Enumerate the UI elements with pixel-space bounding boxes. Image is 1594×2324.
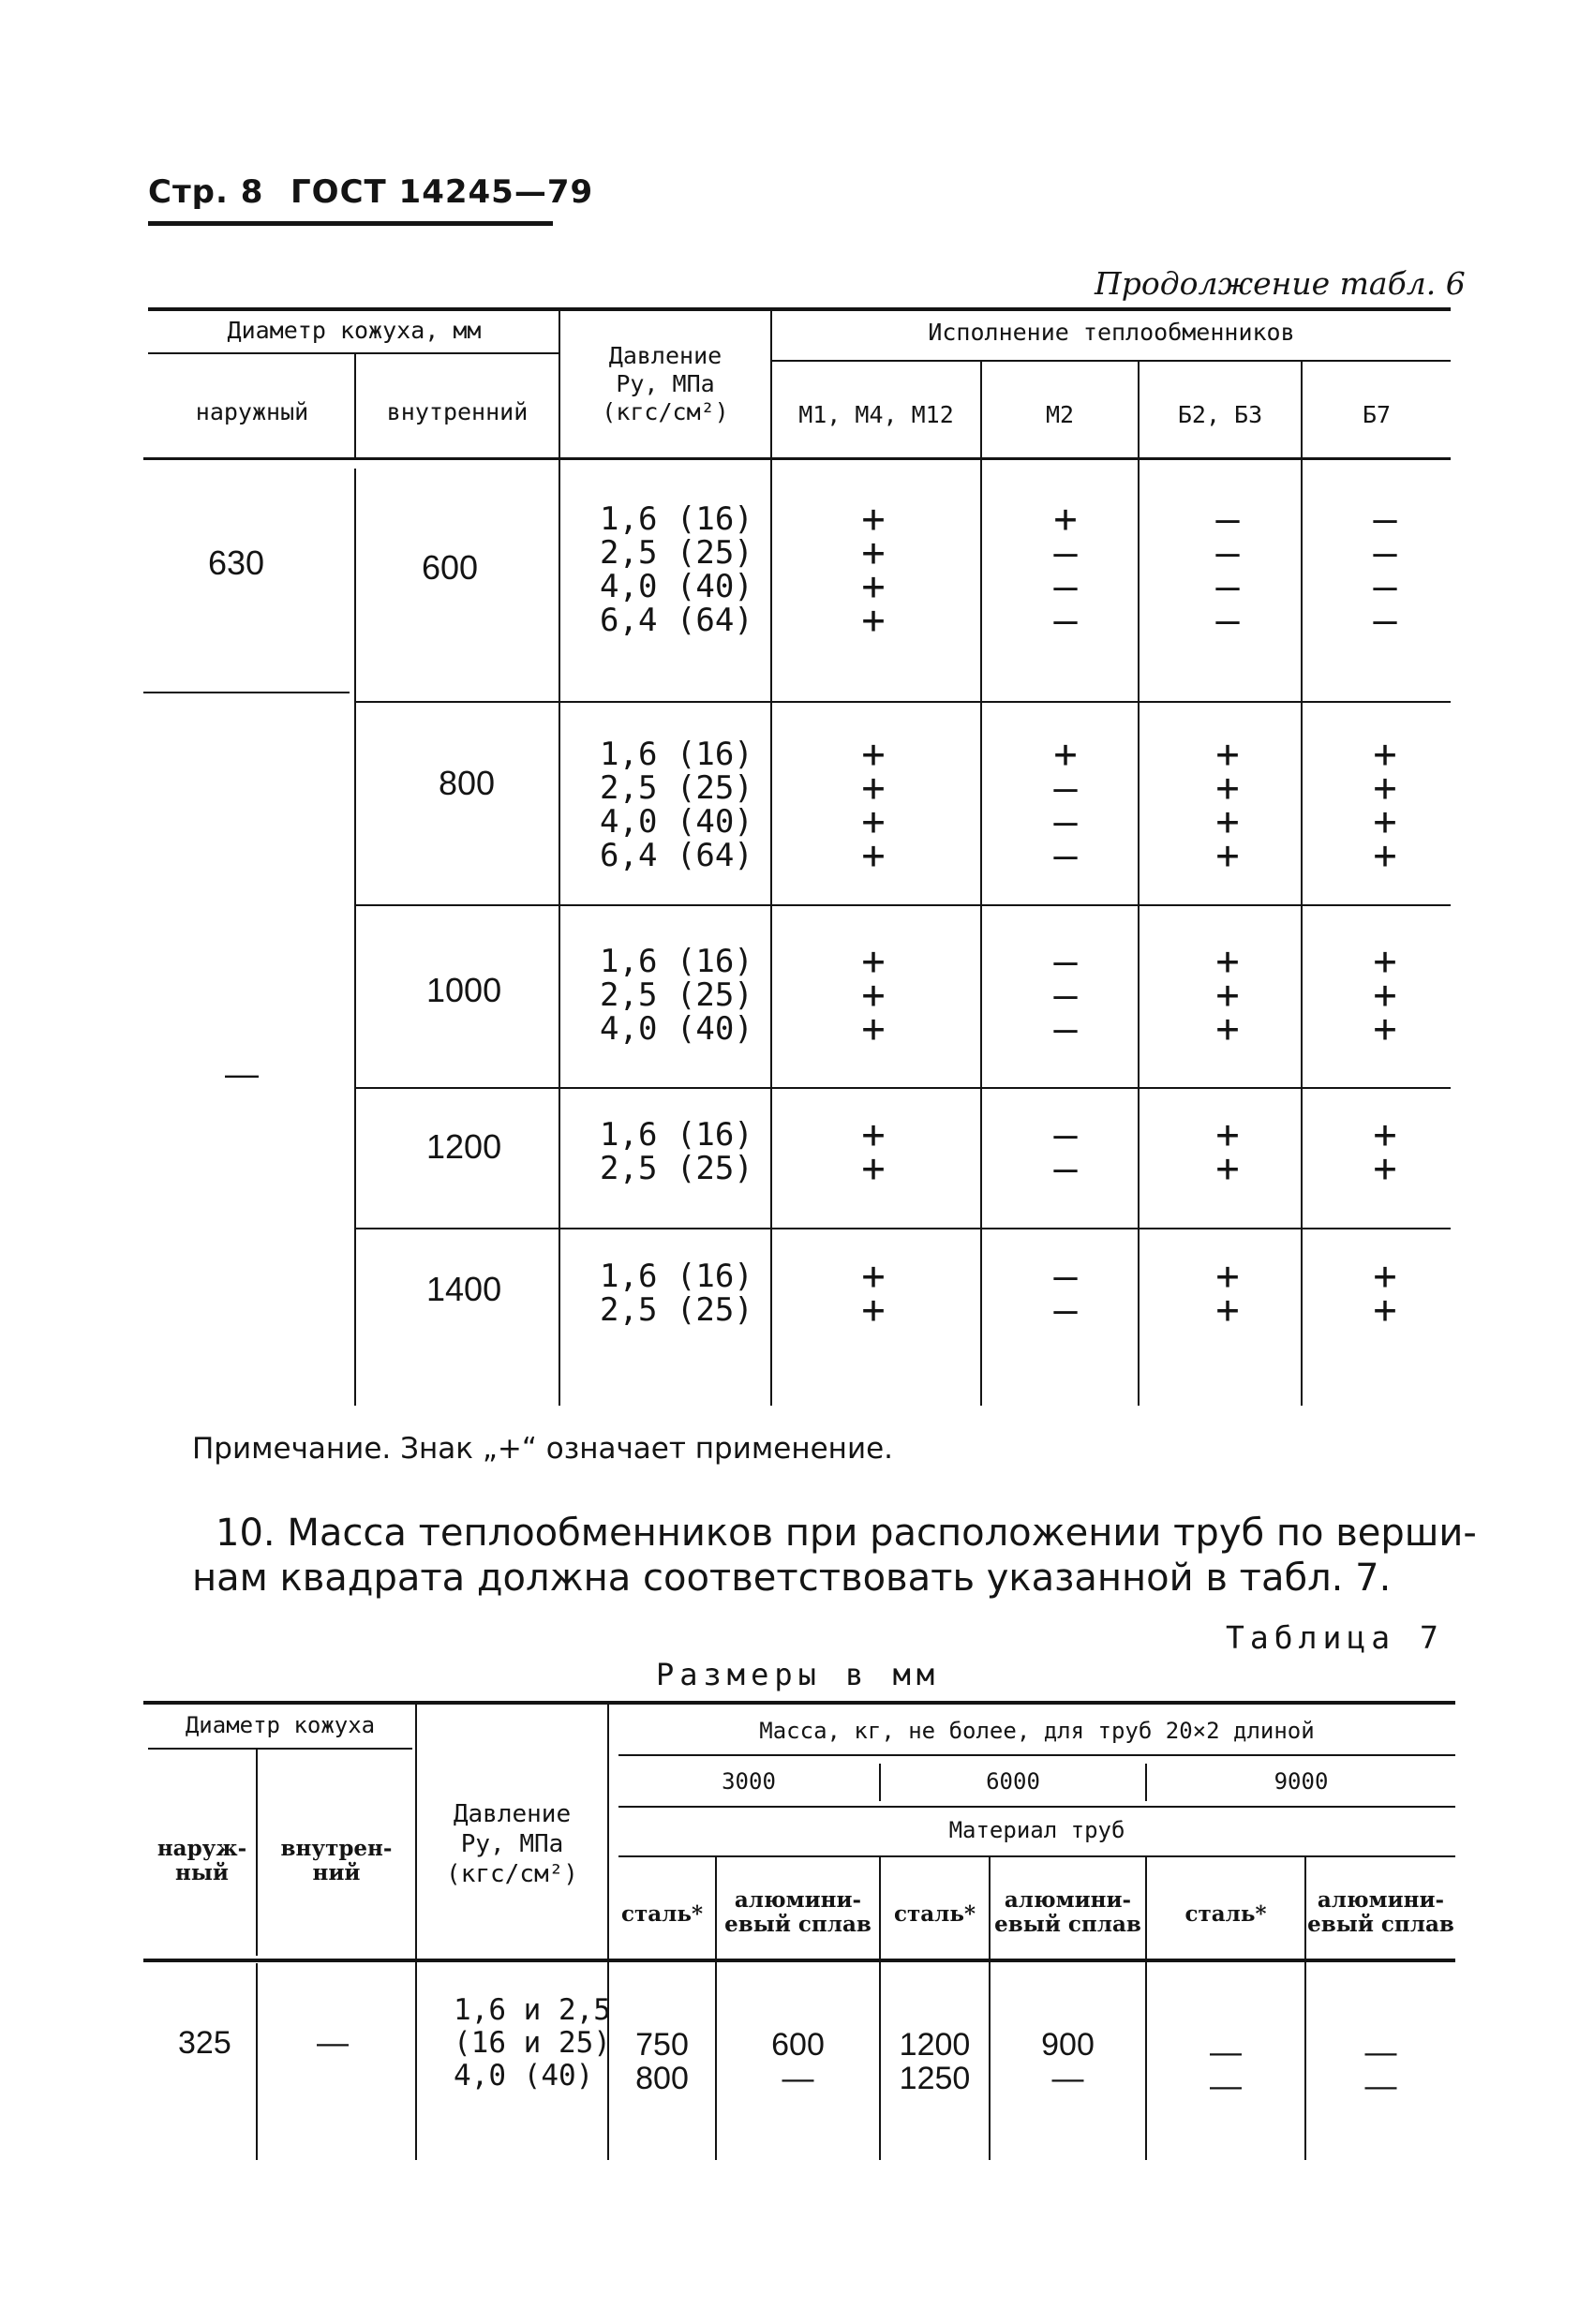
table7-head-inner — [258, 1837, 415, 1885]
cell-mark-b2: + + — [1215, 1253, 1240, 1333]
cell-alu-9000: — — — [1364, 2034, 1397, 2104]
table6-head-col-m1: M1, M4, M12 — [798, 401, 954, 428]
cell-outer-diameter: 630 — [208, 544, 265, 582]
cell-mark-b2: + + + — [1215, 938, 1240, 1051]
pressure-unit-alt: (кгс/см²) — [446, 1860, 578, 1888]
table6-rule — [772, 360, 1451, 362]
table6-head-inner: внутренний — [386, 398, 529, 425]
cell-outer-diameter-dash: — — [225, 1054, 259, 1093]
cell-steel-3000: 750 800 — [635, 2027, 689, 2096]
cell-mark-m1: + + — [861, 1253, 886, 1333]
cell-mark-m2: + — — — — [1053, 496, 1078, 643]
table6-rule — [356, 701, 1451, 703]
alu-label-line2: евый сплав — [994, 1912, 1141, 1937]
table6-rule — [148, 352, 559, 354]
cell-mark-b7: + + — [1373, 1111, 1397, 1191]
table6-vrule — [354, 469, 356, 1406]
table7-head-mass: Масса, кг, не более, для труб 20×2 длиной — [759, 1718, 1315, 1744]
table6-head-col-b2: Б2, Б3 — [1177, 401, 1263, 428]
pressure-unit: Pу, МПа — [460, 1830, 564, 1858]
pressure-label: Давление — [453, 1800, 572, 1828]
alu-label-line2: евый сплав — [1307, 1912, 1454, 1937]
alu-label-line1: алюмини- — [734, 1887, 862, 1913]
table7-head-alu-6000 — [991, 1888, 1145, 1937]
table7-rule — [618, 1806, 1455, 1808]
cell-mark-b2: + + + + — [1215, 731, 1240, 878]
table6-vrule — [770, 309, 772, 1406]
cell-inner-diameter: 1200 — [426, 1127, 502, 1166]
table7-head-material: Материал труб — [948, 1817, 1125, 1843]
table7-head-outer — [148, 1837, 256, 1885]
table7-caption: Таблица 7 — [1226, 1619, 1444, 1656]
pressure-unit-alt: (кгс/см²) — [602, 398, 729, 425]
alu-label-line1: алюмини- — [1004, 1887, 1132, 1913]
table6-head-execution: Исполнение теплообменников — [928, 319, 1295, 346]
cell-mark-m1: + + — [861, 1111, 886, 1191]
table7-head-pressure — [417, 1799, 607, 1889]
paragraph-10-line2: нам квадрата должна соответствовать указанной в табл. 7. — [192, 1557, 1392, 1600]
cell-mark-m1: + + + + — [861, 496, 886, 643]
table6-head-col-b7: Б7 — [1362, 401, 1392, 428]
table6-rule — [143, 692, 350, 693]
table7-top-rule — [143, 1701, 1455, 1705]
cell-mark-b7: + + + + — [1373, 731, 1397, 878]
table6-vrule — [559, 309, 560, 1406]
inner-label-line1: внутрен- — [280, 1836, 393, 1861]
table7-head-alu-9000 — [1306, 1888, 1455, 1937]
cell-mark-b7: + + + — [1373, 938, 1397, 1051]
cell-inner-diameter: 1000 — [426, 971, 502, 1009]
table7-head-length-6000: 6000 — [986, 1768, 1040, 1795]
table7-vrule — [256, 1963, 258, 2160]
table6-rule — [356, 1228, 1451, 1229]
cell-pressure: 1,6 (16) 2,5 (25) 4,0 (40) — [600, 943, 753, 1048]
cell-pressure: 1,6 (16) 2,5 (25) — [600, 1258, 753, 1329]
cell-inner-diameter: — — [317, 2025, 349, 2061]
outer-label-line2: ный — [175, 1860, 229, 1885]
table7-head-length-9000: 9000 — [1274, 1768, 1329, 1795]
cell-inner-diameter: 1400 — [426, 1270, 502, 1308]
alu-label-line1: алюмини- — [1317, 1887, 1445, 1913]
table7-head-steel-6000: сталь* — [893, 1901, 976, 1927]
table7-head-steel-9000: сталь* — [1184, 1901, 1267, 1927]
cell-mark-m2: — — — [1053, 1253, 1078, 1333]
table7-head-length-3000: 3000 — [722, 1768, 776, 1795]
table7-rule — [148, 1748, 412, 1750]
table6-head-pressure — [560, 342, 770, 426]
cell-mark-m1: + + + — [861, 938, 886, 1051]
cell-pressure: 1,6 и 2,5 (16 и 25) 4,0 (40) — [454, 1993, 611, 2093]
cell-mark-b7: + + — [1373, 1253, 1397, 1333]
table6-vrule — [1301, 360, 1303, 1406]
standard-number: ГОСТ 14245—79 — [290, 173, 594, 211]
cell-mark-b2: + + — [1215, 1111, 1240, 1191]
cell-mark-m2: + — — — — [1053, 731, 1078, 878]
page-number: Стр. 8 — [148, 173, 264, 211]
cell-alu-6000: 900 — — [1041, 2027, 1095, 2096]
table7-head-steel-3000: сталь* — [620, 1901, 703, 1927]
table6-head-bottom-rule — [143, 457, 1451, 460]
cell-mark-b2: — — — — — [1215, 496, 1240, 643]
cell-inner-diameter: 800 — [439, 764, 496, 802]
cell-mark-m1: + + + + — [861, 731, 886, 878]
outer-label-line1: наруж- — [156, 1836, 247, 1861]
cell-mark-m2: — — — [1053, 1111, 1078, 1191]
cell-pressure: 1,6 (16) 2,5 (25) 4,0 (40) 6,4 (64) — [600, 500, 753, 639]
cell-alu-3000: 600 — — [771, 2027, 825, 2096]
cell-inner-diameter: 600 — [422, 548, 479, 587]
table7-head-diameter: Диаметр кожуха — [185, 1712, 376, 1738]
cell-mark-m2: — — — — [1053, 938, 1078, 1051]
table6-rule — [356, 904, 1451, 906]
header-underline — [148, 221, 553, 226]
pressure-unit: Pу, МПа — [616, 370, 715, 397]
table7-head-alu-3000 — [717, 1888, 879, 1937]
pressure-label: Давление — [608, 342, 723, 369]
cell-pressure: 1,6 (16) 2,5 (25) — [600, 1116, 753, 1187]
table6-caption: Продолжение табл. 6 — [1095, 265, 1466, 302]
table7-vrule — [415, 1703, 417, 2160]
table6-head-outer: наружный — [195, 398, 309, 425]
alu-label-line2: евый сплав — [724, 1912, 871, 1937]
inner-label-line2: ний — [312, 1860, 361, 1885]
cell-pressure: 1,6 (16) 2,5 (25) 4,0 (40) 6,4 (64) — [600, 736, 753, 874]
table6-top-rule — [148, 307, 1451, 311]
table7-rule — [618, 1855, 1455, 1857]
cell-steel-9000: — — — [1210, 2034, 1242, 2104]
paragraph-10-line1: 10. Масса теплообменников при расположении труб по верши- — [216, 1512, 1477, 1555]
table6-vrule — [1138, 360, 1140, 1406]
table6-head-col-m2: M2 — [1045, 401, 1075, 428]
table6-note: Примечание. Знак „+“ означает применение. — [192, 1432, 894, 1466]
cell-mark-b7: — — — — — [1373, 496, 1397, 643]
cell-outer-diameter: 325 — [178, 2025, 231, 2061]
table6-rule — [356, 1087, 1451, 1089]
table7-head-bottom-rule — [143, 1959, 1455, 1962]
table7-units: Размеры в мм — [656, 1657, 941, 1692]
cell-steel-6000: 1200 1250 — [899, 2027, 971, 2096]
table6-head-diameter: Диаметр кожуха, мм — [227, 317, 482, 344]
table6-vrule — [980, 360, 982, 1406]
table7-rule — [618, 1754, 1455, 1756]
